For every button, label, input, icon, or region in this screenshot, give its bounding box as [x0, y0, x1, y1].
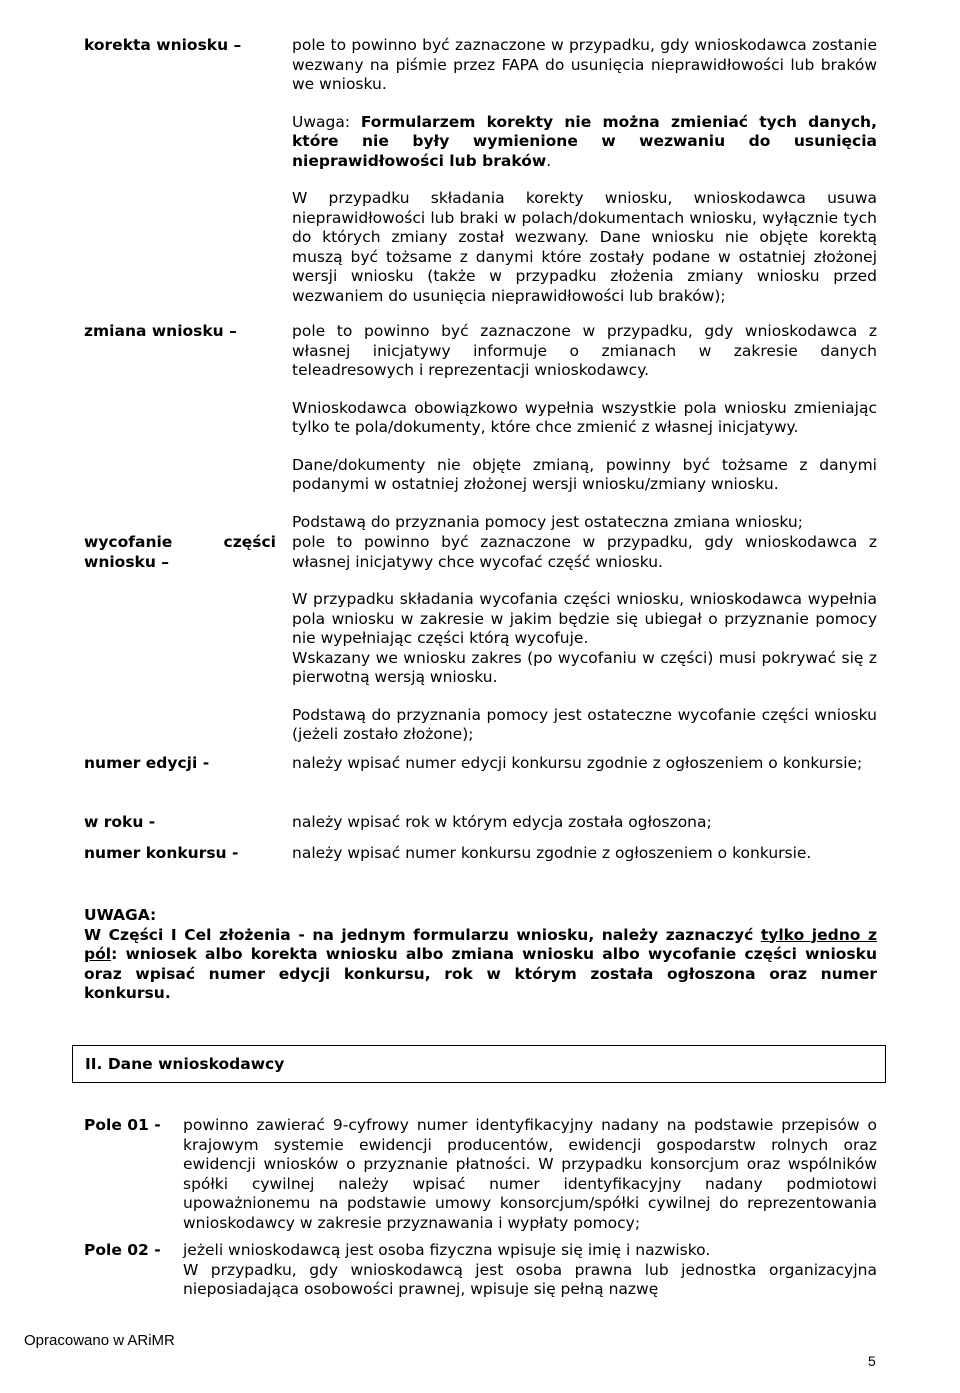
desc-korekta-wniosku	[292, 36, 877, 306]
pole-02-line-2: W przypadku, gdy wnioskodawcą jest osoba prawna lub jednostka organizacyjna nieposiadająca osobowości prawnej, wpisuje się pełną nazwę	[183, 1260, 877, 1298]
desc-w-roku: należy wpisać rok w którym edycja została ogłoszona;	[292, 813, 712, 831]
pole-02-line-1: jeżeli wnioskodawcą jest osoba fizyczna wpisuje się imię i nazwisko.	[183, 1241, 711, 1259]
term-numer-konkursu: numer konkursu -	[84, 844, 239, 862]
uwaga-text-after: : wniosek albo korekta wniosku albo zmiana wniosku albo wycofanie części wniosku oraz wpisać numer edycji konkursu, rok w którym została ogłoszona oraz numer konkursu.	[84, 945, 877, 1002]
korekta-uwaga-prefix: Uwaga:	[292, 112, 361, 131]
uwaga-text-before: W Części I Cel złożenia - na jednym formularzu wniosku, należy zaznaczyć	[84, 925, 761, 944]
term-numer-edycji: numer edycji -	[84, 754, 210, 772]
wycofanie-paragraph-1: pole to powinno być zaznaczone w przypadku, gdy wnioskodawca z własnej inicjatywy chce wycofać część wniosku.	[292, 533, 877, 571]
korekta-paragraph-3: W przypadku składania korekty wniosku, wnioskodawca usuwa nieprawidłowości lub braki w polach/dokumentach wniosku, wyłącznie tych do których zmiany został wezwany. Dane wniosku nie objęte korektą muszą być tożsame z danymi które zostały podane w ostatniej złożonej wersji wniosku (także w przypadku złożenia zmiany wniosku przed wezwaniem do usunięcia nieprawidłowości lub braków);	[292, 189, 877, 305]
korekta-uwaga-suffix: .	[546, 151, 552, 170]
uwaga-text-underlined: tylko jedno z pól	[84, 925, 877, 963]
term-pole-02: Pole 02 -	[84, 1241, 161, 1259]
desc-numer-edycji: należy wpisać numer edycji konkursu zgodnie z ogłoszeniem o konkursie;	[292, 754, 863, 772]
term-wycofanie-word-2: części	[223, 533, 276, 551]
page-number: 5	[868, 1353, 876, 1369]
uwaga-text	[84, 926, 877, 1004]
desc-wycofanie-czesci-wniosku	[292, 533, 877, 745]
desc-numer-konkursu: należy wpisać numer konkursu zgodnie z ogłoszeniem o konkursie.	[292, 844, 812, 862]
desc-pole-02	[183, 1241, 877, 1300]
desc-zmiana-wniosku	[292, 322, 877, 532]
term-pole-01: Pole 01 -	[84, 1116, 161, 1134]
wycofanie-paragraph-2: W przypadku składania wycofania części wniosku, wnioskodawca wypełnia pola wniosku w zakresie w jakim będzie się ubiegał o przyznanie pomocy nie wypełniając części którą wycofuje.	[292, 590, 877, 647]
zmiana-paragraph-3: Dane/dokumenty nie objęte zmianą, powinny być tożsame z danymi podanymi w ostatniej złożonej wersji wniosku/zmiany wniosku.	[292, 455, 877, 493]
footer-source: Opracowano w ARiMR	[24, 1332, 175, 1349]
wycofanie-paragraph-3: Wskazany we wniosku zakres (po wycofaniu w części) musi pokrywać się z pierwotną wersją wniosku.	[292, 648, 877, 686]
desc-pole-01: powinno zawierać 9-cyfrowy numer identyfikacyjny nadany na podstawie przepisów o krajowym systemie ewidencji producentów, ewidencji gospodarstw rolnych oraz ewidencji wniosków o przyznanie płatności. W przypadku konsorcjum oraz wspólników spółki cywilnej należy wpisać numer identyfikacyjny nadany podmiotowi upoważnionemu na podstawie umowy konsorcjum/spółki cywilnej do reprezentowania wnioskodawcy w zakresie przyznawania i wypłaty pomocy;	[183, 1116, 877, 1232]
uwaga-title: UWAGA:	[84, 906, 157, 924]
zmiana-paragraph-1: pole to powinno być zaznaczone w przypadku, gdy wnioskodawca z własnej inicjatywy informuje o zmianach w zakresie danych teleadresowych i reprezentacji wnioskodawcy.	[292, 322, 877, 379]
term-korekta-wniosku: korekta wniosku –	[84, 36, 242, 54]
term-wycofanie-czesci-wniosku	[84, 533, 276, 572]
wycofanie-paragraph-4: Podstawą do przyznania pomocy jest ostateczne wycofanie części wniosku (jeżeli zostało złożone);	[292, 705, 877, 743]
term-zmiana-wniosku: zmiana wniosku –	[84, 322, 237, 340]
zmiana-paragraph-2: Wnioskodawca obowiązkowo wypełnia wszystkie pola wniosku zmieniając tylko te pola/dokumenty, które chce zmienić z własnej inicjatywy.	[292, 398, 877, 436]
term-wycofanie-word-1: wycofanie	[84, 533, 173, 551]
korekta-paragraph-1: pole to powinno być zaznaczone w przypadku, gdy wnioskodawca zostanie wezwany na piśmie przez FAPA do usunięcia nieprawidłowości lub braków we wniosku.	[292, 36, 877, 93]
uwaga-note	[84, 906, 877, 1004]
zmiana-paragraph-4: Podstawą do przyznania pomocy jest ostateczna zmiana wniosku;	[292, 512, 803, 531]
term-w-roku: w roku -	[84, 813, 156, 831]
korekta-paragraph-uwaga	[292, 113, 877, 172]
section-heading-dane-wnioskodawcy: II. Dane wnioskodawcy	[72, 1045, 886, 1083]
term-wycofanie-word-3: wniosku –	[84, 552, 170, 571]
korekta-uwaga-bold: Formularzem korekty nie można zmieniać tych danych, które nie były wymienione w wezwaniu do usunięcia nieprawidłowości lub braków	[292, 112, 877, 170]
